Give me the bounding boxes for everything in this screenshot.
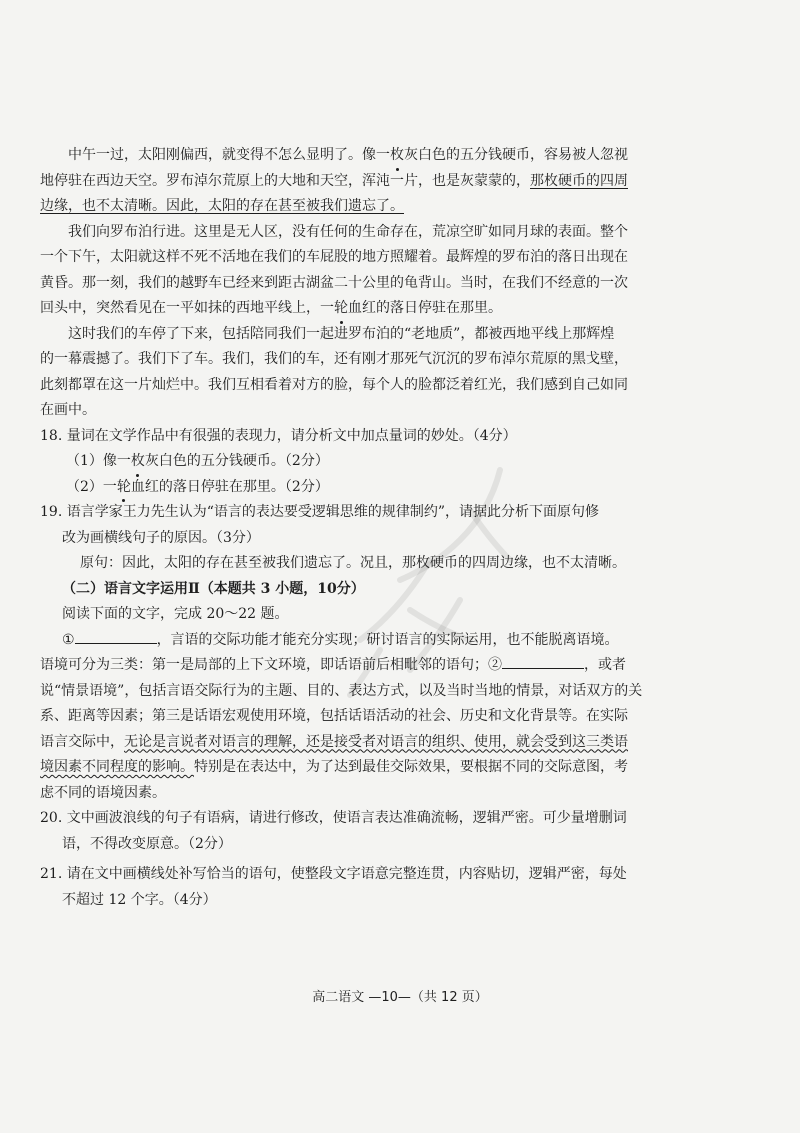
passage-line <box>40 628 670 654</box>
dotted-measure-word: 轮 <box>117 475 131 501</box>
passage-line <box>40 194 670 220</box>
passage-line: 这时我们的车停了下来，包括陪同我们一起进罗布泊的“老地质”，都被西地平线上那辉煌 <box>68 325 615 342</box>
passage-line: 系、距离等因素；第三是话语宏观使用环境，包括话语活动的社会、历史和文化背景等。在实际 <box>40 708 628 724</box>
original-sentence: 原句：因此，太阳的存在甚至被我们遗忘了。况且，那枚硬币的四周边缘，也不太清晰。 <box>80 555 626 571</box>
passage-line <box>40 143 670 169</box>
passage-text: 语境可分为三类：第一是局部的上下文环境，即话语前后相毗邻的语句；② <box>40 657 502 673</box>
passage-line: 一个下午，太阳就这样不死不活地在我们的车屁股的地方照耀着。最辉煌的罗布泊的落日出现在 <box>40 249 628 265</box>
passage-line: 在画中。 <box>40 402 96 418</box>
section-2 <box>40 577 670 807</box>
passage-line <box>40 755 670 781</box>
section-heading: （二）语言文字运用Ⅱ（本题共 3 小题，10分） <box>62 580 365 597</box>
sub-question-2 <box>40 475 670 501</box>
sub-question-1 <box>40 449 670 475</box>
passage-text: 地停驻在西边天空。罗布淖尔荒原上的大地和天空，浑沌一片，也是灰蒙蒙的， <box>40 172 530 189</box>
wavy-underlined-sentence: 无论是言说者对语言的理解，还是接受者对语言的组织、使用，就会受到这三类语 <box>124 733 628 750</box>
passage-line: 的一幕震撼了。我们下了车。我们，我们的车，还有刚才那死气沉沉的罗布淖尔荒原的黑戈壁， <box>40 351 628 367</box>
dotted-measure-word: 枚 <box>390 143 404 169</box>
passage-text: 回头中，突然看见在一平如抹的西地平线上，一 <box>40 300 334 316</box>
passage-text: 灰白色的五分钱硬币，容易被人忽视 <box>404 147 628 163</box>
reading-passage <box>40 143 670 424</box>
passage-line <box>40 730 670 756</box>
passage-line: 虑不同的语境因素。 <box>40 784 166 801</box>
question-stem-continued: 不超过 12 个字。（4分） <box>62 891 217 908</box>
fill-blank-2 <box>502 654 584 669</box>
underlined-sentence: 边缘，也不太清晰。因此，太阳的存在甚至被我们遗忘了。 <box>40 198 404 214</box>
passage-text: 语言交际中， <box>40 733 124 750</box>
passage-text: 特别是在表达中，为了达到最佳交际效果，要根据不同的交际意图，考 <box>194 759 628 775</box>
sub-question-text: （1）像一 <box>66 453 131 469</box>
passage-text: 中午一过，太阳刚偏西，就变得不怎么显明了。像一 <box>68 147 390 163</box>
passage-line: 此刻都罩在这一片灿烂中。我们互相看着对方的脸，每个人的脸都泛着红光，我们感到自己如同 <box>40 376 628 393</box>
question-19 <box>40 500 670 577</box>
question-18 <box>40 424 670 501</box>
exam-content <box>40 143 670 913</box>
sub-question-text: 血红的落日停驻在那里。（2分） <box>130 478 329 495</box>
question-stem-continued: 语，不得改变原意。（2分） <box>62 835 232 852</box>
fill-blank-1 <box>75 629 157 644</box>
sub-question-text: 灰白色的五分钱硬币。（2分） <box>144 453 329 469</box>
passage-text: 血红的落日停驻在那里。 <box>348 300 502 316</box>
section-intro: 阅读下面的文字，完成 20～22 题。 <box>62 606 289 622</box>
passage-line <box>40 296 670 322</box>
question-20 <box>40 806 670 857</box>
passage-line: 黄昏。那一刻，我们的越野车已经来到距古湖盆二十公里的龟背山。当时，在我们不经意的一次 <box>40 274 628 291</box>
dotted-measure-word: 枚 <box>131 449 145 475</box>
sub-question-text: （2）一 <box>66 478 117 495</box>
blank-marker-1: ① <box>62 631 75 648</box>
passage-line <box>40 653 670 679</box>
dotted-measure-word: 轮 <box>334 296 348 322</box>
passage-line <box>40 169 670 195</box>
question-stem: 18. 量词在文学作品中有很强的表现力，请分析文中加点量词的妙处。（4分） <box>40 427 517 444</box>
question-stem-continued: 改为画横线句子的原因。（3分） <box>62 529 260 546</box>
question-stem: 21. 请在文中画横线处补写恰当的语句，使整段文字语意完整连贯，内容贴切，逻辑严密，每处 <box>40 866 627 882</box>
wavy-underlined-sentence: 境因素不同程度的影响。 <box>40 759 194 775</box>
question-21 <box>40 862 670 913</box>
passage-text: ，言语的交际功能才能充分实现；研讨语言的实际运用，也不能脱离语境。 <box>156 631 619 648</box>
passage-line: 我们向罗布泊行进。这里是无人区，没有任何的生命存在，荒凉空旷如同月球的表面。整个 <box>68 223 628 240</box>
underlined-sentence: 那枚硬币的四周 <box>530 172 628 189</box>
question-stem: 19. 语言学家王力先生认为“语言的表达要受逻辑思维的规律制约”，请据此分析下面原句修 <box>40 504 600 520</box>
question-stem: 20. 文中画波浪线的句子有语病，请进行修改，使语言表达准确流畅，逻辑严密。可少量增删词 <box>40 810 627 826</box>
passage-line: 说“情景语境”，包括言语交际行为的主题、目的、表达方式，以及当时当地的情景，对话双方的关 <box>40 682 643 699</box>
page-footer: 高二语文 —10—（共 12 页） <box>312 990 488 1005</box>
passage-text: ，或者 <box>584 657 626 673</box>
